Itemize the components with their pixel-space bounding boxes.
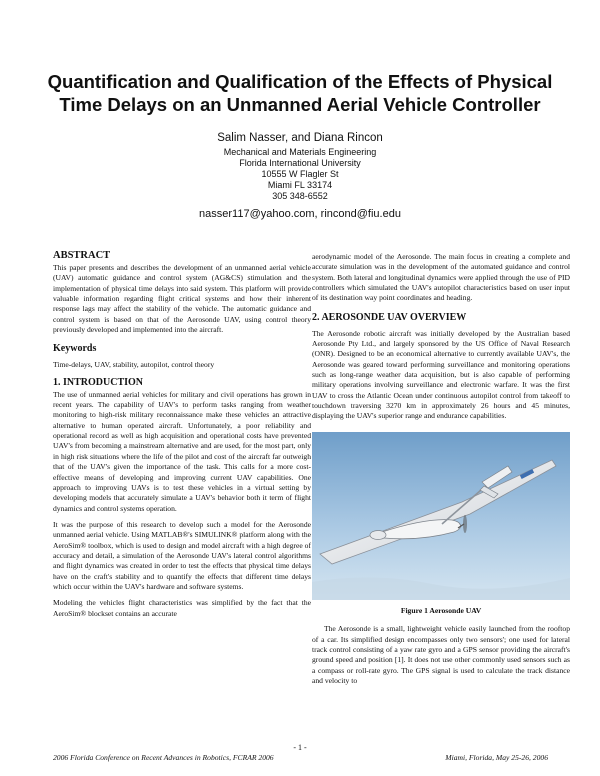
page-number: - 1 - [293,743,307,752]
aerosonde-uav-image [312,432,570,600]
keywords-text: Time-delays, UAV, stability, autopilot, control theory [53,360,215,370]
overview-paragraph-2: The Aerosonde is a small, lightweight vehicle easily launched from the rooftop of a car. Its simplified design encompasses only two sensors'; one used for lateral track control consisting of a yaw rate gyro and a GPS sensor providing the aircraft's ground speed and position [1]. It does not use other commonly used sensors such as a compass or roll-rate gyro. The GPS signal is used to calculate the track distance and velocity to [312,624,570,685]
keywords-heading: Keywords [53,343,97,355]
author-emails: nasser117@yahoo.com, rincond@fiu.edu [199,208,401,220]
author-city: Miami FL 33174 [267,180,333,190]
author-university: Florida International University [239,158,361,168]
paper-title: Quantification and Qualification of the Effects of Physical Time Delays on an Unmanned Aerial Vehicle Controller [47,71,553,115]
intro-paragraph-1: The use of unmanned aerial vehicles for military and civil operations has grown in recent years. The capability of UAV's to perform tasks ranging from weather monitoring to high-risk military reconnaissance make these vehicles an attractive alternative to human operated aircraft. Unfortunately, a poor reliability and operational record as well as high acquisition and operational costs have prevented UAV's from becoming a mainstream alternative and are used, for the most part, only in high risk situations where the life of the pilot and cost of the aircraft far outweigh that of the UAV's given the importance of the task. This calls for a more cost-effective means of developing and improving current UAV capabilities. One approach to improving UAVs is to test these vehicles in a virtual setting by developing models that accurately simulate a UAV's behavior both it term of flight dynamics and control systems operation. [53,389,311,513]
intro-paragraph-2: It was the purpose of this research to develop such a model for the Aerosonde unmanned aerial vehicle. Using MATLAB®'s SIMULINK® platform along with the AeroSim® toolbox, which is used to design and model aircraft with a high degree of accuracy and detail, a simulation of the Aerosonde UAV's lateral control algorithms and flight dynamics was created in order to test the effects that physical time delays have on the craft's stability and to quantify the effects that different time delays which occur within the UAV's hardware and software systems. [53,519,311,591]
footer-location-date: Miami, Florida, May 25-26, 2006 [445,753,548,762]
author-block [100,131,500,221]
author-phone: 305 348-6552 [272,191,328,201]
overview-paragraph-1: The Aerosonde robotic aircraft was initially developed by the Australian based Aerosonde Pty Ltd., and largely sponsored by the US Office of Naval Research (ONR). Designed to be an economical alternative to currently available UAV's, the Aerosonde was geared toward performing surveillance and monitoring operations such as long-range weather data acquisition, but is also capable of performing military operations involving surveillance and electronic warfare. It was the first UAV to cross the Atlantic Ocean under continuous autopilot control from takeoff to touchdown traversing 3270 km in approximately 26 hours and 45 minutes, displaying the UAV's superior range and endurance capabilities. [312,328,570,421]
introduction-heading: 1. INTRODUCTION [53,376,144,388]
left-column [53,250,311,625]
aerosonde-overview-heading: 2. AEROSONDE UAV OVERVIEW [312,311,467,323]
aerosonde-uav-figure [312,432,570,600]
footer-conference: 2006 Florida Conference on Recent Advances in Robotics, FCRAR 2006 [53,753,274,762]
figure-1-caption: Figure 1 Aerosonde UAV [400,605,482,615]
abstract-heading: ABSTRACT [53,250,111,261]
right-column [312,252,570,692]
author-names: Salim Nasser, and Diana Rincon [217,132,383,144]
abstract-text: This paper presents and describes the development of an unmanned aerial vehicle (UAV) automatic guidance and control system (AG&CS) stimulation and the implementation of physical time delays into said system. This platform will provide valuable information regarding flight critical systems and how their inherent response lags may affect the stability of the vehicle. The automatic guidance and control system is based on that of the Aerosonde UAV, using control theory previously developed and implemented into the aircraft. [53,263,311,335]
intro-paragraph-3: Modeling the vehicles flight characteristics was simplified by the fact that the AeroSim® blockset contains an accurate [53,598,311,618]
author-street: 10555 W Flagler St [261,169,339,179]
aerodynamic-paragraph: aerodynamic model of the Aerosonde. The main focus in creating a complete and accurate simulation was in the development of the automated guidance and control system. Both lateral and longitudinal dynamics were applied through the use of PID controllers which simulated the UAV's autopilot characteristics based on user input of its destination way point coordinates and heading. [312,252,570,303]
author-department: Mechanical and Materials Engineering [223,147,377,157]
